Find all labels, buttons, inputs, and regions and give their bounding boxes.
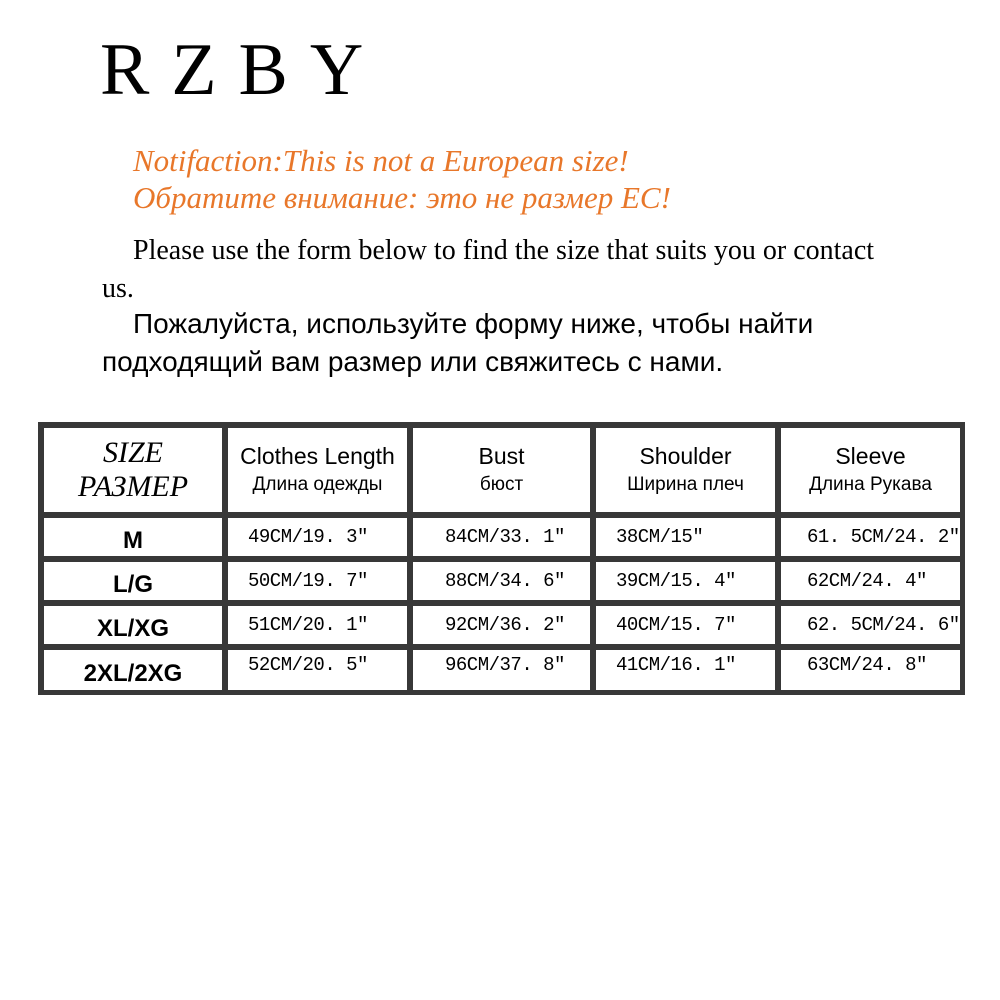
measurement-cell: 52CM/20. 5"	[228, 650, 407, 690]
column-header	[781, 428, 960, 512]
measurement-cell: 62CM/24. 4"	[781, 562, 960, 600]
column-header-en: Bust	[478, 443, 525, 469]
measurement-cell: 51CM/20. 1"	[228, 606, 407, 644]
measurement-cell: 92CM/36. 2"	[413, 606, 590, 644]
size-label: L/G	[44, 562, 222, 600]
measurement-cell: 41CM/16. 1"	[596, 650, 775, 690]
column-header-ru: Длина одежды	[252, 474, 383, 495]
column-header-en: Sleeve	[835, 443, 906, 469]
size-header-en: SIZE	[103, 436, 163, 469]
column-header-ru: Длина Рукава	[809, 474, 932, 495]
measurement-cell: 62. 5CM/24. 6"	[781, 606, 960, 644]
measurement-cell: 39CM/15. 4"	[596, 562, 775, 600]
column-header-ru: бюст	[479, 474, 524, 495]
measurement-cell: 88CM/34. 6"	[413, 562, 590, 600]
column-header	[596, 428, 775, 512]
brand-logo: RZBY	[100, 29, 386, 111]
notice-en: Notifaction:This is not a European size!	[133, 143, 629, 178]
column-header-en: Clothes Length	[240, 443, 395, 469]
column-header-en: Shoulder	[639, 443, 732, 469]
measurement-cell: 50CM/19. 7"	[228, 562, 407, 600]
size-header-cell	[44, 428, 222, 512]
notice-ru: Обратите внимание: это не размер ЕС!	[133, 180, 671, 215]
instructions-en: Please use the form below to find the size that suits you or contact us.	[102, 235, 875, 304]
size-label: XL/XG	[44, 606, 222, 644]
measurement-cell: 96CM/37. 8"	[413, 650, 590, 690]
size-header-ru: РАЗМЕР	[77, 470, 189, 503]
column-header	[413, 428, 590, 512]
measurement-cell: 40CM/15. 7"	[596, 606, 775, 644]
column-header-ru: Ширина плеч	[627, 474, 744, 495]
measurement-cell: 84CM/33. 1"	[413, 518, 590, 556]
measurement-cell: 61. 5CM/24. 2"	[781, 518, 960, 556]
size-label: 2XL/2XG	[44, 650, 222, 690]
size-label: M	[44, 518, 222, 556]
measurement-cell: 49CM/19. 3"	[228, 518, 407, 556]
measurement-cell: 63CM/24. 8"	[781, 650, 960, 690]
column-header	[228, 428, 407, 512]
measurement-cell: 38CM/15"	[596, 518, 775, 556]
size-chart-table	[38, 422, 965, 695]
instructions-ru: Пожалуйста, используйте форму ниже, чтобы найти подходящий вам размер или свяжитесь с нами.	[102, 308, 814, 377]
